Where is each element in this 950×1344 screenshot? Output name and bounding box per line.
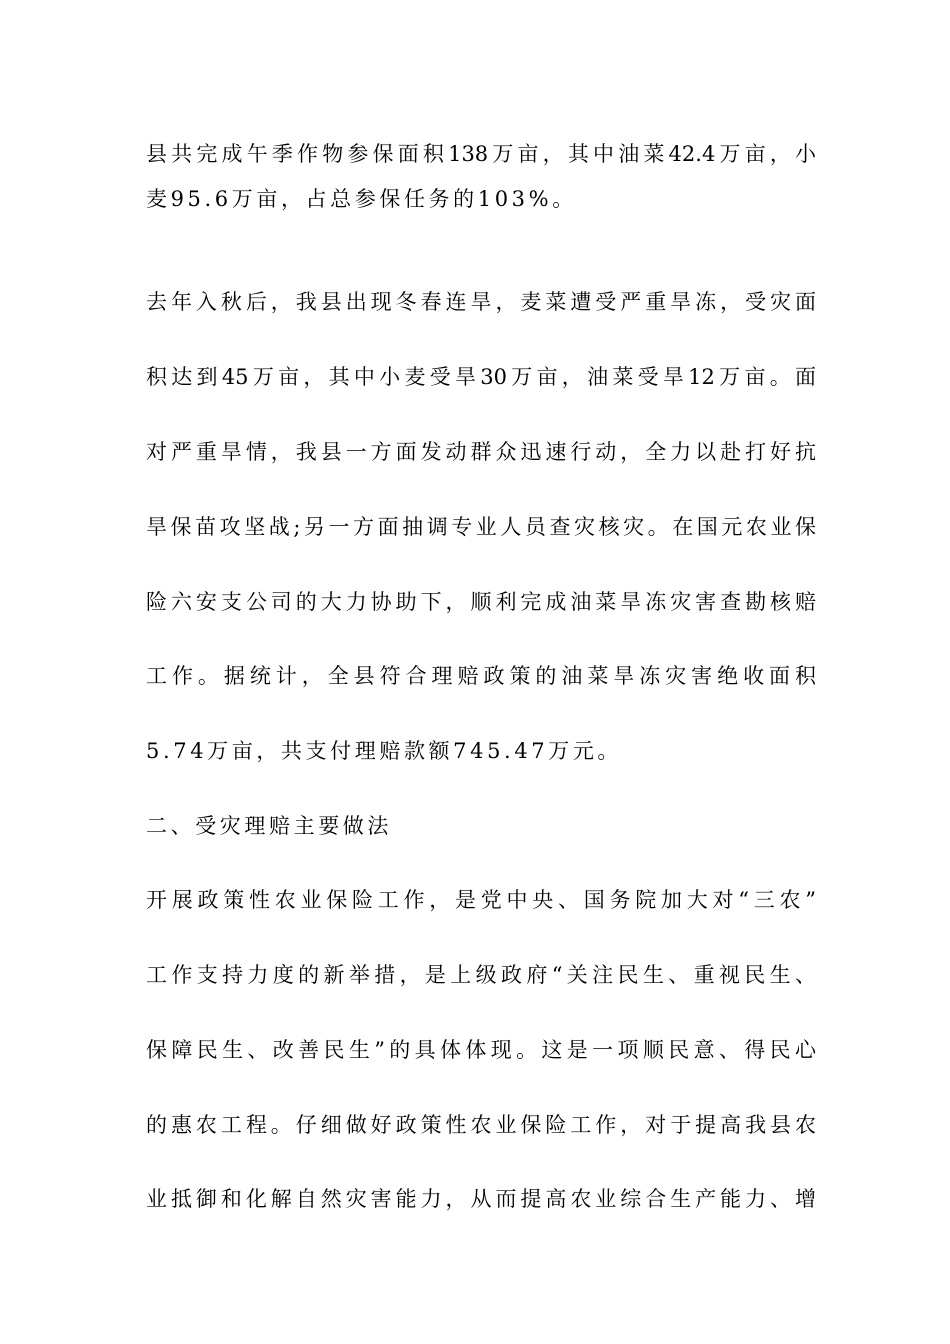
text-line-13: 保障民生、改善民生”的具体体现。这是一项顺民意、得民心 <box>146 1038 816 1062</box>
text-line-9: 5.74万亩，共支付理赔款额745.47万元。 <box>146 739 623 763</box>
section-heading: 二、受灾理赔主要做法 <box>146 814 392 838</box>
text-line-14: 的惠农工程。仔细做好政策性农业保险工作，对于提高我县农 <box>146 1113 816 1137</box>
text-line-12: 工作支持力度的新举措，是上级政府“关注民生、重视民生、 <box>146 963 816 987</box>
text-line-5: 对严重旱情，我县一方面发动群众迅速行动，全力以赴打好抗 <box>146 440 816 464</box>
text-line-11: 开展政策性农业保险工作，是党中央、国务院加大对“三农” <box>146 888 816 912</box>
text-line-4: 积达到45万亩，其中小麦受旱30万亩，油菜受旱12万亩。面 <box>146 365 816 389</box>
text-line-8: 工作。据统计，全县符合理赔政策的油菜旱冻灾害绝收面积 <box>146 664 816 688</box>
text-line-6: 旱保苗攻坚战;另一方面抽调专业人员查灾核灾。在国元农业保 <box>146 515 816 539</box>
text-line-15: 业抵御和化解自然灾害能力，从而提高农业综合生产能力、增 <box>146 1187 816 1211</box>
text-line-2: 麦95.6万亩，占总参保任务的103%。 <box>146 187 577 211</box>
text-line-7: 险六安支公司的大力协助下，顺利完成油菜旱冻灾害查勘核赔 <box>146 590 816 614</box>
text-line-1: 县共完成午季作物参保面积138万亩，其中油菜42.4万亩，小 <box>146 142 816 166</box>
text-line-3: 去年入秋后，我县出现冬春连旱，麦菜遭受严重旱冻，受灾面 <box>146 290 816 314</box>
